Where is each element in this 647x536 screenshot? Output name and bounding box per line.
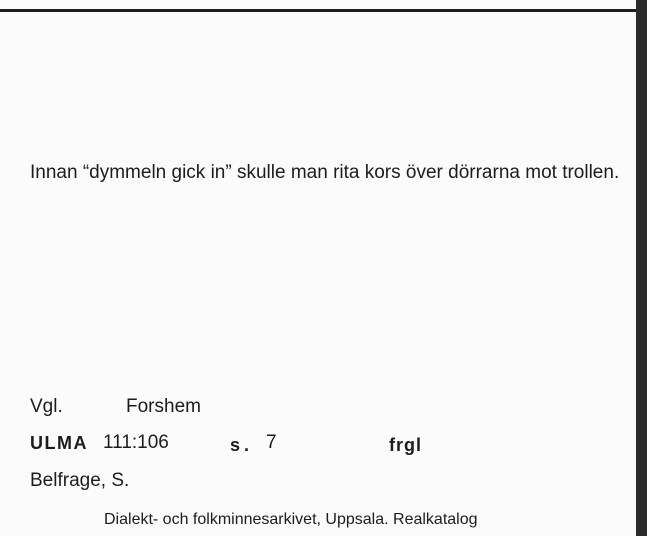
archive-label: ULMA [30,433,88,453]
archive-number: 111:106 [103,432,169,453]
top-rule-line [0,9,640,12]
card-body-text: Innan “dymmeln gick in” skulle man rita kors över dörrarna mot trollen. [30,162,620,183]
collector-name: Belfrage, S. [30,470,130,491]
vgl-label: Vgl. [30,396,63,417]
card-footer: Dialekt- och folkminnesarkivet, Uppsala. Realkatalog [104,511,478,528]
page-label: s. [230,435,254,455]
vgl-place: Forshem [126,396,201,417]
category-label: frgl [389,435,422,455]
page-number: 7 [266,432,277,453]
card-right-edge [636,0,647,536]
